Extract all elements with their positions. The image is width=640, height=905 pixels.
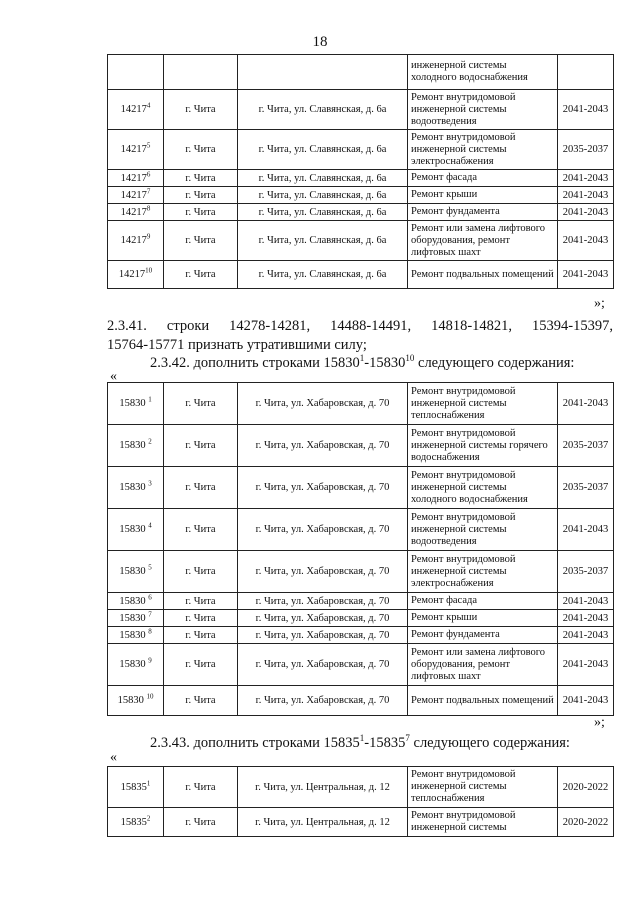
row-number	[108, 55, 164, 90]
city-cell: г. Чита	[164, 644, 238, 686]
work-cell: Ремонт фундамента	[408, 204, 558, 221]
city-cell: г. Чита	[164, 551, 238, 593]
address-cell	[238, 55, 408, 90]
city-cell: г. Чита	[164, 170, 238, 187]
work-cell: Ремонт подвальных помещений	[408, 686, 558, 716]
work-cell: Ремонт крыши	[408, 187, 558, 204]
years-cell: 2041-2043	[558, 90, 614, 130]
table-row	[108, 383, 614, 425]
row-number: 15830 $^8$	[108, 627, 164, 644]
table-row	[108, 425, 614, 467]
row-number: 14217$^6$	[108, 170, 164, 187]
table-row	[108, 686, 614, 716]
row-number: 14217$^5$	[108, 130, 164, 170]
work-cell: Ремонт или замена лифтового оборудования, ремонт лифтовых шахт	[408, 644, 558, 686]
table-15835	[107, 766, 614, 837]
years-cell: 2041-2043	[558, 383, 614, 425]
city-cell	[164, 55, 238, 90]
table-continued-14217	[107, 54, 614, 289]
table-row	[108, 90, 614, 130]
table-row	[108, 55, 614, 90]
city-cell: г. Чита	[164, 767, 238, 808]
table-row	[108, 644, 614, 686]
address-cell: г. Чита, ул. Центральная, д. 12	[238, 767, 408, 808]
address-cell: г. Чита, ул. Хабаровская, д. 70	[238, 467, 408, 509]
city-cell: г. Чита	[164, 627, 238, 644]
work-cell: Ремонт фундамента	[408, 627, 558, 644]
city-cell: г. Чита	[164, 509, 238, 551]
address-cell: г. Чита, ул. Славянская, д. 6а	[238, 261, 408, 289]
years-cell	[558, 55, 614, 90]
years-cell: 2041-2043	[558, 610, 614, 627]
city-cell: г. Чита	[164, 221, 238, 261]
years-cell: 2041-2043	[558, 644, 614, 686]
row-number: 15830 $^{10}$	[108, 686, 164, 716]
years-cell: 2041-2043	[558, 686, 614, 716]
table-row	[108, 467, 614, 509]
work-cell: Ремонт или замена лифтового оборудования, ремонт лифтовых шахт	[408, 221, 558, 261]
address-cell: г. Чита, ул. Хабаровская, д. 70	[238, 644, 408, 686]
address-cell: г. Чита, ул. Хабаровская, д. 70	[238, 610, 408, 627]
row-number: 15835$^1$	[108, 767, 164, 808]
years-cell: 2035-2037	[558, 425, 614, 467]
city-cell: г. Чита	[164, 425, 238, 467]
work-cell: Ремонт внутридомовой инженерной системы теплоснабжения	[408, 767, 558, 808]
table-row	[108, 509, 614, 551]
table-row	[108, 221, 614, 261]
years-cell: 2035-2037	[558, 130, 614, 170]
row-number: 15830 $^4$	[108, 509, 164, 551]
address-cell: г. Чита, ул. Хабаровская, д. 70	[238, 551, 408, 593]
work-cell: Ремонт внутридомовой инженерной системы электроснабжения	[408, 130, 558, 170]
address-cell: г. Чита, ул. Славянская, д. 6а	[238, 170, 408, 187]
table-row	[108, 170, 614, 187]
address-cell: г. Чита, ул. Хабаровская, д. 70	[238, 593, 408, 610]
row-number: 15830 $^1$	[108, 383, 164, 425]
row-number: 15830 $^9$	[108, 644, 164, 686]
table-row	[108, 808, 614, 837]
address-cell: г. Чита, ул. Славянская, д. 6а	[238, 221, 408, 261]
row-number: 15835$^2$	[108, 808, 164, 837]
table-15830	[107, 382, 614, 716]
city-cell: г. Чита	[164, 187, 238, 204]
city-cell: г. Чита	[164, 90, 238, 130]
row-number: 14217$^7$	[108, 187, 164, 204]
work-cell: Ремонт фасада	[408, 593, 558, 610]
years-cell: 2020-2022	[558, 808, 614, 837]
closing-quote: »;	[594, 715, 605, 730]
years-cell: 2020-2022	[558, 767, 614, 808]
years-cell: 2041-2043	[558, 627, 614, 644]
city-cell: г. Чита	[164, 808, 238, 837]
years-cell: 2041-2043	[558, 170, 614, 187]
row-number: 15830 $^2$	[108, 425, 164, 467]
row-number: 15830 $^7$	[108, 610, 164, 627]
work-cell: Ремонт внутридомовой инженерной системы горячего водоснабжения	[408, 425, 558, 467]
work-cell: Ремонт внутридомовой инженерной системы водоотведения	[408, 509, 558, 551]
city-cell: г. Чита	[164, 593, 238, 610]
years-cell: 2041-2043	[558, 221, 614, 261]
address-cell: г. Чита, ул. Центральная, д. 12	[238, 808, 408, 837]
row-number: 14217$^{10}$	[108, 261, 164, 289]
work-cell: Ремонт внутридомовой инженерной системы теплоснабжения	[408, 383, 558, 425]
address-cell: г. Чита, ул. Хабаровская, д. 70	[238, 383, 408, 425]
paragraph-2-3-42: 2.3.42. дополнить строками 15830$^1$-15830$^{10}$ следующего содержания:	[150, 353, 575, 371]
years-cell: 2041-2043	[558, 593, 614, 610]
work-cell: Ремонт внутридомовой инженерной системы электроснабжения	[408, 551, 558, 593]
city-cell: г. Чита	[164, 686, 238, 716]
years-cell: 2041-2043	[558, 204, 614, 221]
table-row	[108, 627, 614, 644]
table-row	[108, 187, 614, 204]
table-row	[108, 204, 614, 221]
table-row	[108, 130, 614, 170]
table-row	[108, 610, 614, 627]
opening-quote: «	[110, 369, 117, 384]
row-number: 14217$^4$	[108, 90, 164, 130]
paragraph-2-3-43: 2.3.43. дополнить строками 15835$^1$-15835$^7$ следующего содержания:	[150, 733, 570, 751]
row-number: 15830 $^5$	[108, 551, 164, 593]
years-cell: 2041-2043	[558, 509, 614, 551]
page-number: 18	[312, 34, 328, 50]
address-cell: г. Чита, ул. Хабаровская, д. 70	[238, 627, 408, 644]
city-cell: г. Чита	[164, 383, 238, 425]
table-row	[108, 767, 614, 808]
work-cell: Ремонт внутридомовой инженерной системы водоотведения	[408, 90, 558, 130]
city-cell: г. Чита	[164, 467, 238, 509]
work-cell: Ремонт подвальных помещений	[408, 261, 558, 289]
years-cell: 2035-2037	[558, 467, 614, 509]
city-cell: г. Чита	[164, 204, 238, 221]
years-cell: 2035-2037	[558, 551, 614, 593]
work-cell: инженерной системы холодного водоснабжения	[408, 55, 558, 90]
years-cell: 2041-2043	[558, 187, 614, 204]
table-row	[108, 593, 614, 610]
address-cell: г. Чита, ул. Славянская, д. 6а	[238, 187, 408, 204]
address-cell: г. Чита, ул. Хабаровская, д. 70	[238, 686, 408, 716]
address-cell: г. Чита, ул. Славянская, д. 6а	[238, 90, 408, 130]
address-cell: г. Чита, ул. Славянская, д. 6а	[238, 204, 408, 221]
row-number: 15830 $^6$	[108, 593, 164, 610]
address-cell: г. Чита, ул. Хабаровская, д. 70	[238, 509, 408, 551]
closing-quote: »;	[594, 296, 605, 311]
table-row	[108, 551, 614, 593]
work-cell: Ремонт внутридомовой инженерной системы холодного водоснабжения	[408, 467, 558, 509]
row-number: 15830 $^3$	[108, 467, 164, 509]
city-cell: г. Чита	[164, 610, 238, 627]
row-number: 14217$^9$	[108, 221, 164, 261]
paragraph-2-3-41: 2.3.41. строки 14278-14281, 14488-14491, 14818-14821, 15394-15397,	[107, 318, 613, 334]
address-cell: г. Чита, ул. Славянская, д. 6а	[238, 130, 408, 170]
opening-quote: «	[110, 750, 117, 765]
work-cell: Ремонт фасада	[408, 170, 558, 187]
city-cell: г. Чита	[164, 261, 238, 289]
city-cell: г. Чита	[164, 130, 238, 170]
address-cell: г. Чита, ул. Хабаровская, д. 70	[238, 425, 408, 467]
table-row	[108, 261, 614, 289]
years-cell: 2041-2043	[558, 261, 614, 289]
row-number: 14217$^8$	[108, 204, 164, 221]
work-cell: Ремонт внутридомовой инженерной системы	[408, 808, 558, 837]
work-cell: Ремонт крыши	[408, 610, 558, 627]
paragraph-2-3-41-cont: 15764-15771 признать утратившими силу;	[107, 337, 367, 353]
